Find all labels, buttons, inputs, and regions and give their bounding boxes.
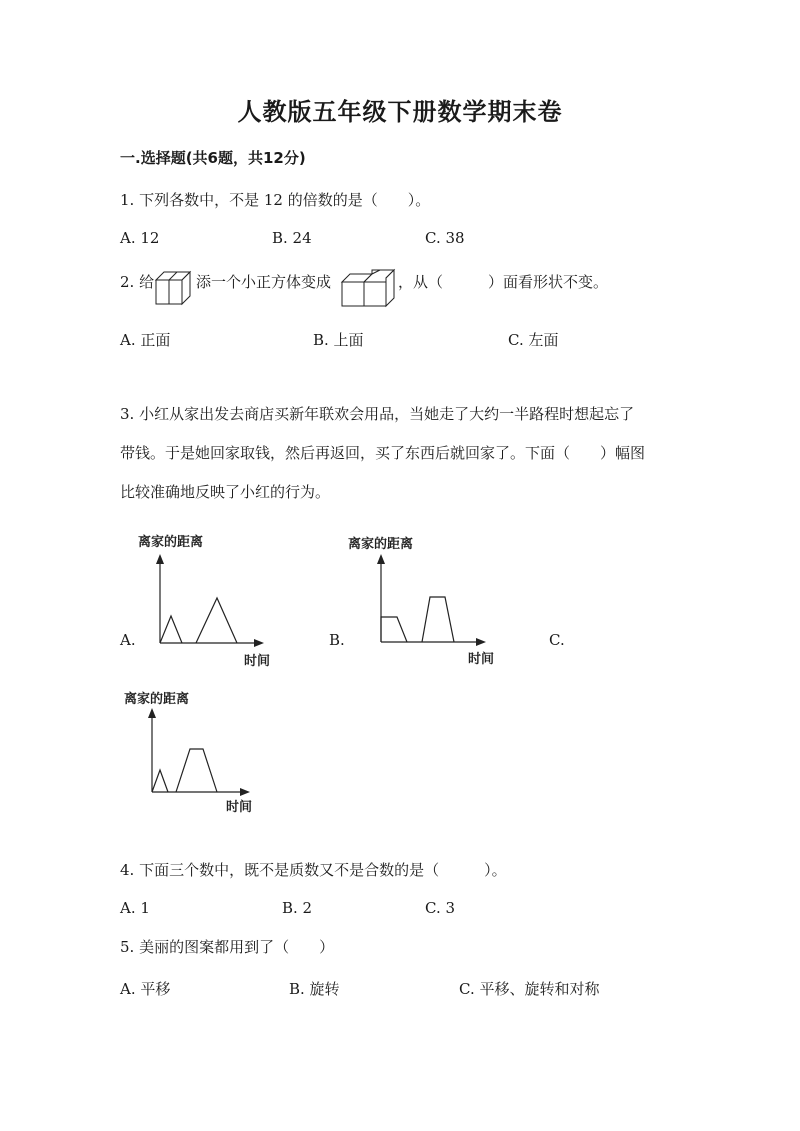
question-5-stem: 5. 美丽的图案都用到了（ ） xyxy=(120,938,335,956)
graph-b xyxy=(344,530,504,672)
graph-a-trip-1 xyxy=(160,616,182,643)
graph-a-trip-2 xyxy=(196,598,237,643)
question-3-option-a[interactable]: A. xyxy=(120,631,136,649)
graph-c-xlabel: 时间 xyxy=(226,800,253,815)
question-4-option-c[interactable]: C. 3 xyxy=(425,899,456,917)
graph-a-ylabel: 离家的距离 xyxy=(138,535,204,550)
question-5-option-b[interactable]: B. 旋转 xyxy=(289,980,340,998)
question-4-option-a[interactable]: A. 1 xyxy=(120,899,150,917)
question-2-stem-part-1: 2. 给 xyxy=(120,273,155,291)
question-4-stem: 4. 下面三个数中，既不是质数又不是合数的是（ ）。 xyxy=(120,861,507,879)
question-3-option-b[interactable]: B. xyxy=(329,631,345,649)
graph-c-ylabel: 离家的距离 xyxy=(124,692,190,707)
l-shaped-cubes-icon xyxy=(340,268,398,310)
question-2-option-a[interactable]: A. 正面 xyxy=(120,331,171,349)
question-2-stem-part-3: ，从（ ）面看形状不变。 xyxy=(398,273,609,291)
section-heading: 一.选择题(共6题，共12分) xyxy=(120,149,306,167)
graph-c xyxy=(120,686,270,816)
graph-b-ylabel: 离家的距离 xyxy=(348,537,414,552)
small-cube-pair-icon xyxy=(154,268,192,310)
graph-c-trip-1 xyxy=(152,770,168,792)
graph-a xyxy=(134,528,284,670)
question-2-option-b[interactable]: B. 上面 xyxy=(313,331,364,349)
question-1-option-c[interactable]: C. 38 xyxy=(425,229,465,247)
question-1-stem: 1. 下列各数中，不是 12 的倍数的是（ ）。 xyxy=(120,191,431,209)
graph-b-trip-1 xyxy=(381,617,407,642)
question-3-stem-line-3: 比较准确地反映了小红的行为。 xyxy=(120,483,331,501)
page-title: 人教版五年级下册数学期末卷 xyxy=(237,97,563,126)
graph-a-xlabel: 时间 xyxy=(244,654,271,669)
question-5-option-c[interactable]: C. 平移、旋转和对称 xyxy=(459,980,600,998)
question-1-option-b[interactable]: B. 24 xyxy=(272,229,312,247)
question-5-option-a[interactable]: A. 平移 xyxy=(120,980,171,998)
graph-b-xlabel: 时间 xyxy=(468,652,495,667)
question-1-option-a[interactable]: A. 12 xyxy=(120,229,160,247)
question-3-stem-line-2: 带钱。于是她回家取钱，然后再返回，买了东西后就回家了。下面（ ）幅图 xyxy=(120,444,646,462)
question-3-stem-line-1: 3. 小红从家出发去商店买新年联欢会用品，当她走了大约一半路程时想起忘了 xyxy=(120,405,635,423)
question-3-option-c[interactable]: C. xyxy=(549,631,565,649)
graph-b-trip-2 xyxy=(422,597,454,642)
graph-c-trip-2 xyxy=(176,749,217,792)
question-2-stem-part-2: 添一个小正方体变成 xyxy=(196,273,332,291)
question-4-option-b[interactable]: B. 2 xyxy=(282,899,313,917)
question-2-option-c[interactable]: C. 左面 xyxy=(508,331,559,349)
